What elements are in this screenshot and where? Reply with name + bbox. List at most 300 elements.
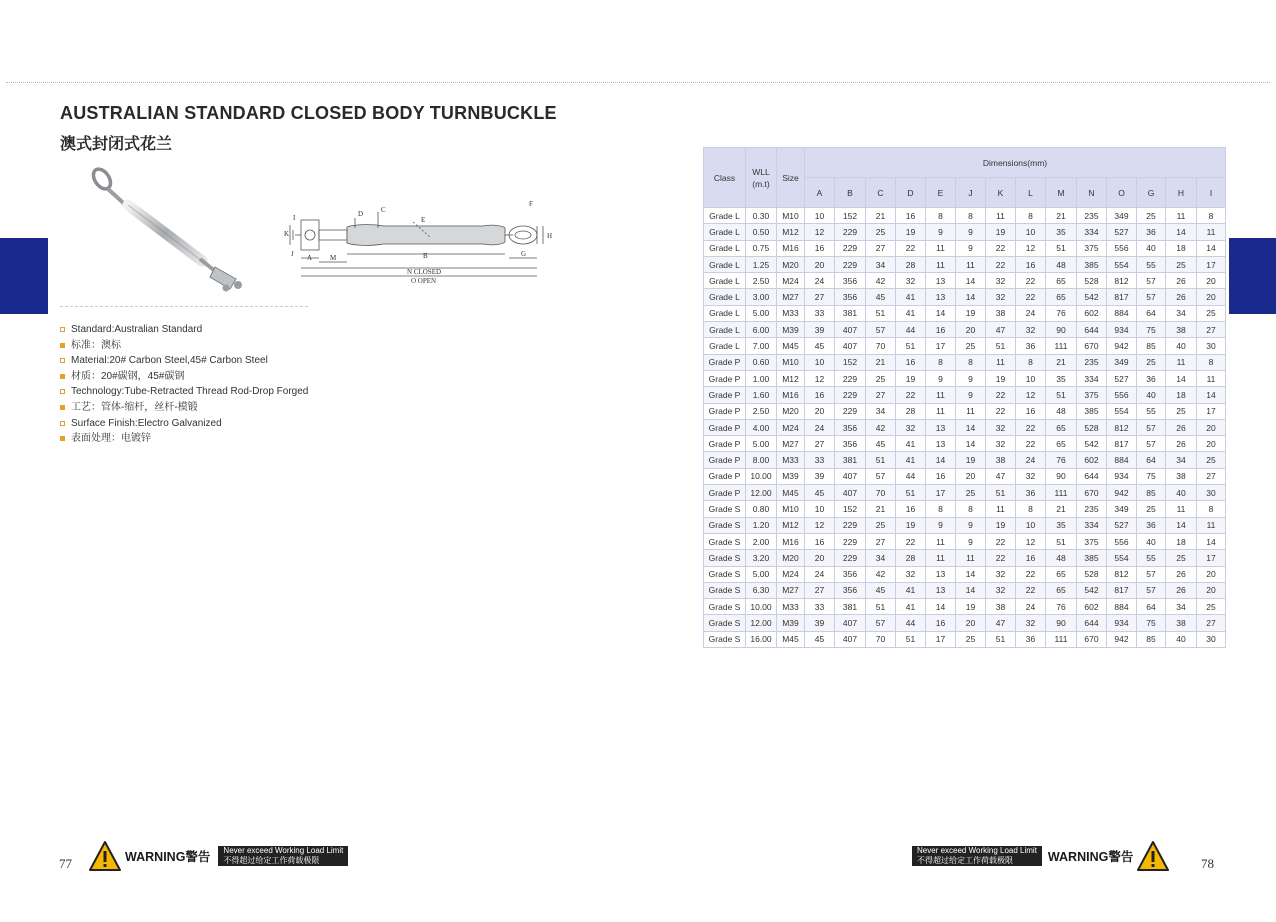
- table-cell: 8: [956, 354, 986, 370]
- drawing-label-c: C: [381, 206, 386, 214]
- warning-notice-cn: 不得超过给定工作荷载极限: [223, 856, 320, 865]
- col-header-dim: D: [896, 178, 926, 208]
- table-cell: 356: [835, 582, 866, 598]
- table-cell: 2.50: [746, 273, 777, 289]
- table-cell: 5.00: [746, 566, 777, 582]
- table-cell: 11: [926, 387, 956, 403]
- table-cell: Grade L: [704, 322, 746, 338]
- table-row: [704, 256, 1226, 272]
- table-cell: 20: [1197, 582, 1226, 598]
- table-cell: 41: [896, 599, 926, 615]
- table-cell: 22: [1016, 436, 1046, 452]
- table-cell: 39: [805, 615, 835, 631]
- table-cell: 12.00: [746, 615, 777, 631]
- hollow-square-bullet-icon: [60, 421, 65, 426]
- table-cell: 16: [926, 615, 956, 631]
- col-header-dim: K: [986, 178, 1016, 208]
- table-cell: 41: [896, 582, 926, 598]
- table-cell: 407: [835, 485, 866, 501]
- table-cell: 16: [896, 354, 926, 370]
- table-cell: 35: [1046, 370, 1077, 386]
- table-cell: 25: [866, 517, 896, 533]
- table-cell: 34: [866, 403, 896, 419]
- table-row: [704, 566, 1226, 582]
- hollow-square-bullet-icon: [60, 389, 65, 394]
- table-cell: 32: [1016, 615, 1046, 631]
- table-cell: 528: [1077, 273, 1107, 289]
- table-cell: 20: [1197, 436, 1226, 452]
- table-cell: 375: [1077, 533, 1107, 549]
- table-cell: 85: [1137, 338, 1166, 354]
- spec-item: [60, 369, 340, 385]
- table-cell: 36: [1137, 224, 1166, 240]
- drawing-label-j: J: [291, 250, 294, 258]
- table-cell: 75: [1137, 322, 1166, 338]
- table-cell: M33: [777, 305, 805, 321]
- warning-triangle-icon: [88, 840, 122, 872]
- table-cell: 152: [835, 208, 866, 224]
- table-cell: 44: [896, 468, 926, 484]
- table-cell: 9: [956, 533, 986, 549]
- table-cell: M20: [777, 256, 805, 272]
- table-cell: 152: [835, 501, 866, 517]
- table-cell: 32: [986, 582, 1016, 598]
- table-cell: 11: [926, 240, 956, 256]
- table-row: [704, 224, 1226, 240]
- table-cell: 9: [956, 517, 986, 533]
- table-cell: 21: [866, 354, 896, 370]
- warning-triangle-icon: [1136, 840, 1170, 872]
- table-cell: 8: [926, 501, 956, 517]
- table-cell: 3.00: [746, 289, 777, 305]
- col-header-size: Size: [777, 148, 805, 208]
- hollow-square-bullet-icon: [60, 327, 65, 332]
- table-cell: Grade L: [704, 208, 746, 224]
- table-cell: Grade S: [704, 582, 746, 598]
- table-cell: 4.00: [746, 419, 777, 435]
- table-cell: 12: [805, 224, 835, 240]
- spec-text: 标准：澳标: [71, 339, 121, 351]
- table-cell: 25: [956, 485, 986, 501]
- hollow-square-bullet-icon: [60, 358, 65, 363]
- drawing-label-e: E: [421, 216, 426, 224]
- table-cell: 884: [1107, 599, 1137, 615]
- table-cell: 17: [926, 631, 956, 647]
- table-cell: Grade L: [704, 305, 746, 321]
- table-cell: 25: [956, 631, 986, 647]
- spec-text: Material:20# Carbon Steel,45# Carbon Steel: [71, 355, 268, 367]
- left-section-tab: [0, 238, 48, 314]
- table-cell: 57: [866, 615, 896, 631]
- table-cell: 670: [1077, 631, 1107, 647]
- table-cell: 38: [1166, 468, 1197, 484]
- table-cell: 375: [1077, 240, 1107, 256]
- table-cell: 27: [1197, 615, 1226, 631]
- table-cell: 20: [1197, 289, 1226, 305]
- table-cell: 39: [805, 468, 835, 484]
- table-cell: 817: [1107, 289, 1137, 305]
- spec-item: [60, 416, 340, 432]
- table-cell: 5.00: [746, 436, 777, 452]
- table-cell: 13: [926, 582, 956, 598]
- table-cell: 25: [1197, 305, 1226, 321]
- table-cell: 30: [1197, 631, 1226, 647]
- table-cell: 602: [1077, 305, 1107, 321]
- table-cell: 381: [835, 452, 866, 468]
- table-cell: 19: [956, 599, 986, 615]
- table-cell: 22: [986, 550, 1016, 566]
- table-cell: 38: [986, 599, 1016, 615]
- table-cell: 14: [956, 289, 986, 305]
- table-cell: 42: [866, 566, 896, 582]
- table-cell: 48: [1046, 256, 1077, 272]
- table-cell: 1.20: [746, 517, 777, 533]
- table-cell: 16.00: [746, 631, 777, 647]
- table-cell: 18: [1166, 387, 1197, 403]
- table-cell: 812: [1107, 419, 1137, 435]
- drawing-label-f: F: [529, 200, 533, 208]
- table-cell: 22: [1016, 566, 1046, 582]
- spec-text: Technology:Tube-Retracted Thread Rod-Drop Forged: [71, 386, 309, 398]
- table-cell: 229: [835, 240, 866, 256]
- warning-banner-left: [88, 840, 348, 872]
- table-cell: 45: [866, 436, 896, 452]
- table-cell: 14: [956, 582, 986, 598]
- table-cell: 64: [1137, 599, 1166, 615]
- table-cell: 85: [1137, 485, 1166, 501]
- warning-notice: [912, 846, 1042, 866]
- table-cell: M27: [777, 436, 805, 452]
- table-cell: 334: [1077, 370, 1107, 386]
- table-cell: 0.30: [746, 208, 777, 224]
- table-cell: 57: [1137, 582, 1166, 598]
- spec-list: [60, 322, 340, 447]
- table-cell: 9: [926, 370, 956, 386]
- table-cell: M39: [777, 322, 805, 338]
- drawing-label-d: D: [358, 210, 364, 218]
- table-cell: 21: [1046, 501, 1077, 517]
- table-cell: 27: [866, 240, 896, 256]
- table-row: [704, 468, 1226, 484]
- spec-item: [60, 353, 340, 369]
- table-cell: 385: [1077, 403, 1107, 419]
- table-cell: 8: [1197, 501, 1226, 517]
- table-cell: 22: [986, 533, 1016, 549]
- table-cell: 11: [926, 256, 956, 272]
- table-cell: 10.00: [746, 599, 777, 615]
- table-cell: M45: [777, 485, 805, 501]
- table-cell: 10: [805, 354, 835, 370]
- table-cell: 17: [1197, 550, 1226, 566]
- spec-text: Surface Finish:Electro Galvanized: [71, 417, 222, 429]
- table-cell: 44: [896, 615, 926, 631]
- table-cell: 556: [1107, 387, 1137, 403]
- table-cell: 16: [805, 387, 835, 403]
- drawing-label-k: K: [284, 230, 290, 238]
- table-cell: 90: [1046, 615, 1077, 631]
- table-cell: 19: [896, 517, 926, 533]
- table-cell: 8: [926, 208, 956, 224]
- table-cell: 20: [805, 550, 835, 566]
- table-cell: 385: [1077, 550, 1107, 566]
- table-cell: 65: [1046, 436, 1077, 452]
- table-cell: 14: [926, 452, 956, 468]
- table-row: [704, 631, 1226, 647]
- table-cell: 40: [1137, 533, 1166, 549]
- table-cell: 41: [896, 436, 926, 452]
- table-cell: 670: [1077, 485, 1107, 501]
- table-cell: Grade L: [704, 256, 746, 272]
- table-cell: Grade S: [704, 615, 746, 631]
- table-cell: 36: [1137, 517, 1166, 533]
- table-cell: 76: [1046, 452, 1077, 468]
- table-cell: M20: [777, 550, 805, 566]
- table-cell: 12.00: [746, 485, 777, 501]
- table-cell: M16: [777, 387, 805, 403]
- table-cell: 542: [1077, 436, 1107, 452]
- table-cell: 527: [1107, 517, 1137, 533]
- table-cell: 41: [896, 305, 926, 321]
- table-row: [704, 370, 1226, 386]
- table-cell: 21: [866, 501, 896, 517]
- table-cell: 32: [896, 273, 926, 289]
- table-cell: 41: [896, 289, 926, 305]
- table-cell: 24: [805, 419, 835, 435]
- table-cell: 25: [1166, 550, 1197, 566]
- table-cell: 32: [896, 566, 926, 582]
- table-cell: 16: [1016, 403, 1046, 419]
- spec-text: 表面处理：电镀锌: [71, 433, 151, 445]
- table-cell: 542: [1077, 289, 1107, 305]
- table-cell: 24: [805, 273, 835, 289]
- table-cell: 28: [896, 550, 926, 566]
- table-cell: M12: [777, 517, 805, 533]
- table-cell: 64: [1137, 452, 1166, 468]
- table-cell: 11: [956, 550, 986, 566]
- table-cell: 6.00: [746, 322, 777, 338]
- table-cell: 57: [1137, 566, 1166, 582]
- table-cell: 356: [835, 566, 866, 582]
- table-cell: 16: [1016, 256, 1046, 272]
- table-cell: 8: [956, 501, 986, 517]
- table-cell: 14: [1197, 240, 1226, 256]
- table-cell: 16: [896, 501, 926, 517]
- table-cell: 35: [1046, 224, 1077, 240]
- table-cell: 229: [835, 550, 866, 566]
- table-cell: 22: [986, 240, 1016, 256]
- table-cell: Grade S: [704, 501, 746, 517]
- top-dotted-rule: [6, 82, 1270, 83]
- table-cell: 812: [1107, 273, 1137, 289]
- table-cell: 13: [926, 566, 956, 582]
- table-cell: 32: [1016, 468, 1046, 484]
- drawing-label-g: G: [521, 250, 527, 258]
- table-cell: M45: [777, 338, 805, 354]
- table-cell: 32: [896, 419, 926, 435]
- table-cell: 25: [1166, 403, 1197, 419]
- col-header-dim: A: [805, 178, 835, 208]
- table-cell: 27: [866, 387, 896, 403]
- table-row: [704, 305, 1226, 321]
- page-title: AUSTRALIAN STANDARD CLOSED BODY TURNBUCKLE: [60, 103, 557, 123]
- table-cell: 11: [986, 501, 1016, 517]
- table-cell: 13: [926, 436, 956, 452]
- table-cell: 90: [1046, 468, 1077, 484]
- table-cell: 934: [1107, 322, 1137, 338]
- table-cell: 36: [1016, 338, 1046, 354]
- table-cell: 32: [986, 273, 1016, 289]
- table-cell: 528: [1077, 566, 1107, 582]
- warning-label: WARNING警告: [1047, 850, 1134, 864]
- col-header-dim: O: [1107, 178, 1137, 208]
- table-cell: 17: [1197, 256, 1226, 272]
- table-cell: 44: [896, 322, 926, 338]
- table-cell: M24: [777, 566, 805, 582]
- table-cell: 1.00: [746, 370, 777, 386]
- table-cell: Grade S: [704, 533, 746, 549]
- table-cell: 33: [805, 305, 835, 321]
- spec-item: [60, 322, 340, 338]
- table-cell: 11: [1166, 208, 1197, 224]
- table-cell: 65: [1046, 273, 1077, 289]
- page-number-left: 77: [59, 856, 72, 871]
- table-cell: 812: [1107, 566, 1137, 582]
- spec-item: [60, 431, 340, 447]
- table-cell: 45: [866, 582, 896, 598]
- table-cell: 55: [1137, 256, 1166, 272]
- table-cell: 16: [1016, 550, 1046, 566]
- table-cell: Grade P: [704, 370, 746, 386]
- table-cell: 25: [1166, 256, 1197, 272]
- table-cell: 26: [1166, 566, 1197, 582]
- table-cell: 24: [1016, 599, 1046, 615]
- table-cell: 57: [866, 322, 896, 338]
- table-cell: 16: [926, 468, 956, 484]
- table-cell: 40: [1166, 631, 1197, 647]
- table-row: [704, 615, 1226, 631]
- table-cell: 39: [805, 322, 835, 338]
- table-cell: 51: [896, 631, 926, 647]
- table-cell: 47: [986, 468, 1016, 484]
- table-cell: 542: [1077, 582, 1107, 598]
- table-cell: 16: [805, 533, 835, 549]
- table-cell: 65: [1046, 582, 1077, 598]
- table-cell: M33: [777, 599, 805, 615]
- table-cell: Grade S: [704, 599, 746, 615]
- table-cell: M27: [777, 582, 805, 598]
- table-cell: 20: [1197, 566, 1226, 582]
- table-cell: 152: [835, 354, 866, 370]
- table-row: [704, 322, 1226, 338]
- table-cell: 334: [1077, 517, 1107, 533]
- table-cell: 9: [926, 224, 956, 240]
- table-cell: 11: [956, 256, 986, 272]
- table-cell: 34: [866, 550, 896, 566]
- table-cell: 934: [1107, 468, 1137, 484]
- table-cell: 9: [956, 240, 986, 256]
- spec-item: [60, 338, 340, 354]
- table-row: [704, 387, 1226, 403]
- table-cell: 24: [1016, 452, 1046, 468]
- table-cell: 9: [926, 517, 956, 533]
- table-cell: 111: [1046, 338, 1077, 354]
- table-cell: 11: [1166, 501, 1197, 517]
- table-cell: 10: [805, 501, 835, 517]
- table-cell: M16: [777, 240, 805, 256]
- table-cell: 7.00: [746, 338, 777, 354]
- col-header-dimensions: Dimensions(mm): [805, 148, 1226, 178]
- table-cell: 11: [926, 550, 956, 566]
- table-cell: 45: [805, 485, 835, 501]
- table-cell: 9: [956, 387, 986, 403]
- table-cell: 229: [835, 403, 866, 419]
- table-cell: 45: [805, 338, 835, 354]
- table-cell: 356: [835, 436, 866, 452]
- table-cell: M24: [777, 419, 805, 435]
- table-row: [704, 273, 1226, 289]
- table-cell: 38: [986, 305, 1016, 321]
- table-cell: 25: [866, 224, 896, 240]
- table-cell: 51: [986, 485, 1016, 501]
- table-row: [704, 599, 1226, 615]
- table-cell: 16: [896, 208, 926, 224]
- table-cell: 22: [1016, 289, 1046, 305]
- table-cell: 48: [1046, 403, 1077, 419]
- table-cell: 21: [866, 208, 896, 224]
- table-cell: 20: [956, 322, 986, 338]
- table-cell: 27: [805, 436, 835, 452]
- table-cell: 48: [1046, 550, 1077, 566]
- spec-text: 材质：20#碳钢，45#碳钢: [71, 370, 185, 382]
- table-cell: 349: [1107, 501, 1137, 517]
- table-cell: 8: [926, 354, 956, 370]
- table-cell: Grade P: [704, 403, 746, 419]
- table-cell: 51: [1046, 387, 1077, 403]
- table-cell: 33: [805, 452, 835, 468]
- table-cell: 1.25: [746, 256, 777, 272]
- table-cell: 85: [1137, 631, 1166, 647]
- table-cell: 27: [866, 533, 896, 549]
- table-cell: M45: [777, 631, 805, 647]
- table-cell: 55: [1137, 550, 1166, 566]
- table-cell: 40: [1166, 485, 1197, 501]
- table-cell: 22: [1016, 582, 1046, 598]
- table-cell: 32: [986, 566, 1016, 582]
- table-cell: 27: [805, 582, 835, 598]
- table-cell: 19: [896, 224, 926, 240]
- table-cell: 75: [1137, 615, 1166, 631]
- table-cell: 229: [835, 533, 866, 549]
- square-bullet-icon: [60, 374, 65, 379]
- table-cell: 0.50: [746, 224, 777, 240]
- table-cell: 22: [896, 387, 926, 403]
- table-cell: 18: [1166, 533, 1197, 549]
- table-cell: 25: [1137, 354, 1166, 370]
- table-cell: 32: [1016, 322, 1046, 338]
- table-cell: 14: [926, 599, 956, 615]
- table-cell: 11: [956, 403, 986, 419]
- table-cell: 20: [956, 468, 986, 484]
- table-cell: 25: [866, 370, 896, 386]
- table-cell: 70: [866, 631, 896, 647]
- table-cell: 13: [926, 419, 956, 435]
- table-cell: Grade P: [704, 452, 746, 468]
- table-cell: 554: [1107, 256, 1137, 272]
- table-cell: 57: [866, 468, 896, 484]
- table-cell: 11: [1166, 354, 1197, 370]
- table-cell: 20: [1197, 273, 1226, 289]
- table-row: [704, 208, 1226, 224]
